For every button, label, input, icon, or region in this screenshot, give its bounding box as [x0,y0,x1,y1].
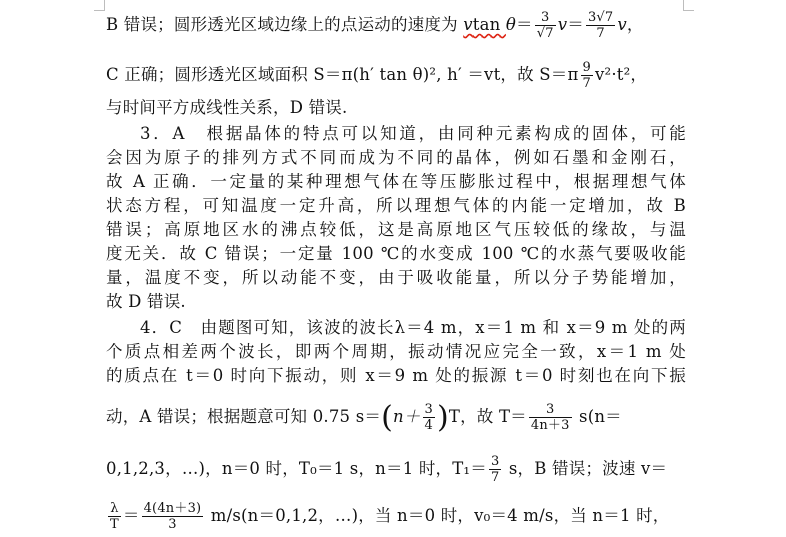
fraction-denominator: 7 [596,26,605,41]
margin-corner-mark [94,0,105,11]
fraction-numerator: 3 [424,402,433,417]
text-line: 与时间平方成线性关系，D 错误. [106,98,348,117]
text-line: 会因为原子的排列方式不同而成为不同的晶体，例如石墨和金刚石， [106,148,686,167]
fraction-denominator: √7 [536,26,554,41]
left-paren: ( [381,399,393,435]
fraction-numerator: λ [108,501,121,517]
text-line [106,60,686,91]
fraction-numerator: 3 [535,10,556,26]
text-line: 3．A 根据晶体的特点可以知道，由同种元素构成的固体，可能 [140,124,686,143]
text-line: 状态方程，可知温度一定升高，所以理想气体的内能一定增加，故 B [106,196,686,215]
text-run: 0,1,2,3，…)，n＝0 时，T₀＝1 s，n＝1 时，T₁＝ [106,459,487,478]
fraction [529,402,572,433]
fraction-denominator: 7 [490,470,500,485]
text-run: v²·t²， [594,65,648,84]
fraction-numerator: 3 [529,402,572,418]
text-run: C 正确；圆形透光区域面积 S＝π(h′ tan θ)², h′ ＝vt，故 S＝π [106,65,579,84]
fraction [423,402,435,433]
fraction-numerator: 3 [490,454,500,469]
math-symbol: v [617,15,627,34]
text-line [106,10,686,41]
text-run: ＝ [122,506,140,525]
fraction [142,501,204,532]
text-line: 错误；高原地区水的沸点较低，这是高原地区气压较低的缘故，与温 [106,220,686,239]
fraction [535,10,556,41]
text-run: 动，A 错误；根据题意可知 0.75 s＝ [106,407,382,426]
fraction-denominator: 4n＋3 [530,418,570,433]
text-run: ， [626,15,644,34]
text-line: 故 A 正确．一定量的某种理想气体在等压膨胀过程中，根据理想气体 [106,172,686,191]
math-symbol: θ [505,15,517,34]
fraction-denominator: 3 [168,517,177,532]
text-line: 的质点在 t＝0 时向下振动，则 x＝9 m 处的振源 t＝0 时刻也在向下振 [106,366,686,385]
text-run: s，B 错误；波速 v＝ [503,459,668,478]
text-line [106,501,686,532]
text-line: 个质点相差两个波长，即两个周期，振动情况应完全一致，x＝1 m 处 [106,342,686,361]
fraction-numerator: 3√7 [587,10,614,25]
math-text: ＝ [567,15,584,34]
math-text: ＝ [516,15,533,34]
right-paren: ) [436,399,449,435]
text-line: 故 D 错误. [106,292,186,311]
fraction [489,454,501,485]
text-line [106,399,686,435]
text-run: s(n＝ [573,407,622,426]
text-run: T，故 T＝ [448,407,527,426]
fraction [581,60,593,91]
text-run: m/s(n＝0,1,2，…)，当 n＝0 时，v₀＝4 m/s，当 n＝1 时， [205,506,670,525]
text-line: 4．C 由题图可知，该波的波长λ＝4 m，x＝1 m 和 x＝9 m 处的两 [140,318,686,337]
fraction-denominator: 4 [424,418,433,433]
text-line [106,454,686,485]
math-text: tan [472,15,506,34]
math-text: n＋ [392,407,421,426]
text-run: B 错误；圆形透光区域边缘上的点运动的速度为 [106,15,464,34]
fraction [108,501,121,532]
math-symbol: v [463,15,473,34]
fraction-denominator: 7 [582,76,591,91]
fraction-numerator: 9 [582,60,591,75]
math-symbol: v [557,15,568,34]
fraction-denominator: T [110,517,119,532]
fraction-numerator: 4(4n＋3) [143,501,202,516]
text-line: 度无关．故 C 错误；一定量 100 ℃的水变成 100 ℃的水蒸气要吸收能 [106,244,686,263]
text-line: 量，温度不变，所以动能不变，由于吸收能量，所以分子势能增加， [106,268,686,287]
fraction [586,10,615,41]
